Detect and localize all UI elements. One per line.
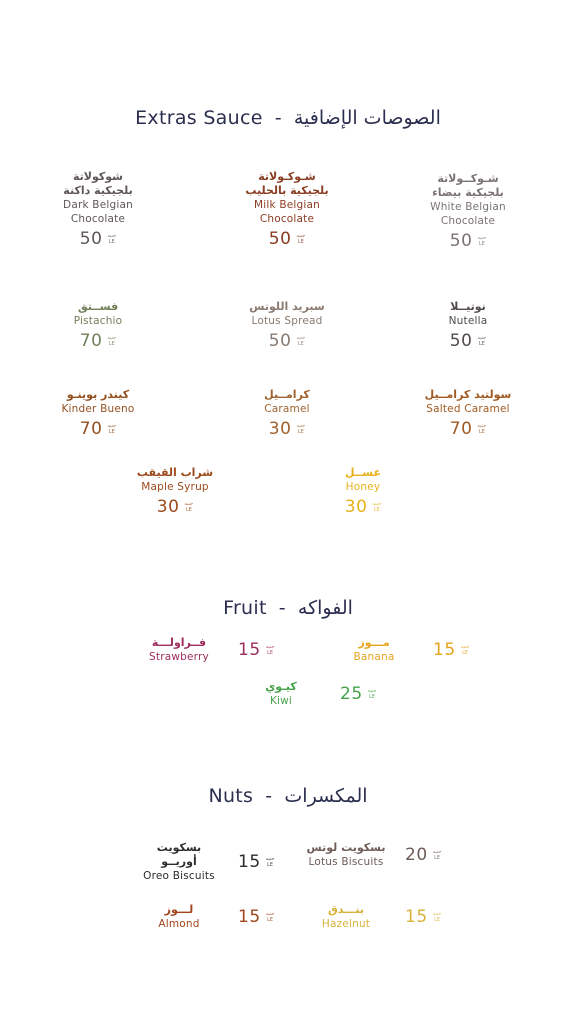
currency-label	[372, 501, 381, 513]
price-row	[393, 419, 543, 439]
item-name-ar: فســتق	[77, 300, 119, 313]
currency-label	[107, 335, 116, 347]
currency-en: LE	[478, 341, 485, 347]
fruit-title-ar: الفواكه	[297, 597, 353, 619]
currency-ar: جنيه	[367, 688, 377, 694]
currency-ar: جنيه	[296, 423, 306, 429]
price-row	[212, 331, 362, 351]
item-name-block	[138, 903, 220, 931]
item-price: 70	[79, 419, 103, 439]
extras-item	[212, 170, 362, 249]
item-name-ar: عســل	[344, 466, 382, 479]
currency-en: LE	[297, 429, 304, 435]
extras-item	[23, 388, 173, 439]
currency-label	[266, 911, 275, 923]
item-name-en: Salted Caramel	[426, 403, 510, 415]
item-name-ar: نوتيــلا	[450, 300, 486, 313]
currency-en: LE	[267, 917, 274, 923]
item-name-en: Caramel	[264, 403, 310, 415]
fruit-item	[333, 636, 469, 664]
currency-en: LE	[478, 429, 485, 435]
price-row	[393, 331, 543, 351]
nuts-heading	[0, 785, 576, 807]
item-name-en: Maple Syrup	[141, 481, 209, 493]
nuts-item	[138, 841, 274, 883]
currency-ar: جنيه	[432, 849, 442, 855]
item-price: 50	[449, 331, 473, 351]
item-name-en: Lotus Biscuits	[308, 856, 384, 868]
item-name-en: Kinder Bueno	[61, 403, 135, 415]
currency-en: LE	[369, 694, 376, 700]
currency-en: LE	[108, 239, 115, 245]
currency-ar: جنيه	[107, 233, 117, 239]
item-name-block	[138, 841, 220, 883]
price-row	[212, 419, 362, 439]
item-price: 20	[405, 845, 428, 865]
extras-item	[100, 466, 250, 517]
heading-dash: -	[274, 107, 282, 129]
extras-sauce-heading	[0, 107, 576, 129]
heading-dash: -	[265, 785, 273, 807]
item-name-en: Oreo Biscuits	[143, 870, 215, 882]
currency-en: LE	[267, 650, 274, 656]
currency-ar: جنيه	[477, 423, 487, 429]
price-row	[393, 231, 543, 251]
item-price: 25	[340, 684, 363, 704]
fruit-item	[138, 636, 274, 664]
item-name-en: Pistachio	[73, 315, 123, 327]
item-name-en: White Belgian Chocolate	[430, 201, 506, 227]
extras-item	[212, 300, 362, 351]
item-name-ar: شراب القيقب	[136, 466, 214, 479]
heading-dash: -	[278, 597, 286, 619]
fruit-heading	[0, 597, 576, 619]
item-name-ar: شـوكـولاتة بلجيكية بالحليب	[245, 170, 329, 197]
item-price: 30	[156, 497, 180, 517]
currency-ar: جنيه	[265, 856, 275, 862]
currency-ar: جنيه	[296, 233, 306, 239]
item-name-block	[305, 841, 387, 869]
item-name-ar: فــراولـــة	[151, 636, 207, 649]
currency-en: LE	[108, 429, 115, 435]
currency-ar: جنيه	[372, 501, 382, 507]
item-price: 50	[268, 229, 292, 249]
extras-item	[288, 466, 438, 517]
item-name-ar: بسكويت لوتس	[306, 841, 386, 854]
item-price: 15	[238, 907, 261, 927]
extras-item	[393, 172, 543, 251]
item-name-ar: سولتيد كرامــيل	[424, 388, 512, 401]
extras-item	[393, 388, 543, 439]
extras-title-ar: الصوصات الإضافية	[293, 107, 441, 129]
currency-label	[266, 856, 275, 868]
item-name-ar: كرامــيل	[264, 388, 310, 401]
item-name-en: Lotus Spread	[251, 315, 323, 327]
currency-label	[296, 335, 305, 347]
price-row	[23, 419, 173, 439]
item-price: 30	[344, 497, 368, 517]
item-name-ar: شوكولاتة بلجيكية داكنة	[63, 170, 133, 197]
currency-ar: جنيه	[477, 335, 487, 341]
currency-label	[107, 233, 116, 245]
item-price: 50	[79, 229, 103, 249]
extras-title-en: Extras Sauce	[135, 107, 263, 129]
price-row	[288, 497, 438, 517]
price-row	[238, 852, 274, 872]
currency-en: LE	[373, 507, 380, 513]
currency-en: LE	[434, 855, 441, 861]
item-price: 70	[449, 419, 473, 439]
item-name-ar: بنـــدق	[327, 903, 365, 916]
price-row	[405, 845, 441, 865]
currency-en: LE	[297, 341, 304, 347]
price-row	[23, 331, 173, 351]
item-name-block	[333, 636, 415, 664]
item-name-en: Dark Belgian Chocolate	[63, 199, 133, 225]
item-name-en: Kiwi	[269, 695, 293, 707]
currency-ar: جنيه	[265, 911, 275, 917]
item-price: 15	[238, 852, 261, 872]
item-name-en: Almond	[158, 918, 200, 930]
item-name-ar: بسكويت أوريــو	[156, 841, 202, 868]
currency-label	[296, 233, 305, 245]
extras-item	[212, 388, 362, 439]
currency-ar: جنيه	[460, 644, 470, 650]
currency-en: LE	[297, 239, 304, 245]
currency-en: LE	[434, 917, 441, 923]
currency-label	[433, 849, 442, 861]
currency-label	[477, 235, 486, 247]
currency-label	[107, 423, 116, 435]
price-row	[238, 640, 274, 660]
price-row	[23, 229, 173, 249]
item-name-block	[305, 903, 387, 931]
extras-item	[393, 300, 543, 351]
currency-label	[477, 335, 486, 347]
currency-label	[266, 644, 275, 656]
price-row	[212, 229, 362, 249]
item-name-en: Hazelnut	[321, 918, 371, 930]
item-name-en: Honey	[345, 481, 381, 493]
nuts-item	[138, 903, 274, 931]
price-row	[238, 907, 274, 927]
currency-en: LE	[108, 341, 115, 347]
nuts-title-en: Nuts	[208, 785, 254, 807]
item-name-ar: كيـوي	[265, 680, 297, 693]
fruit-title-en: Fruit	[223, 597, 267, 619]
item-name-en: Banana	[353, 651, 395, 663]
currency-label	[368, 688, 377, 700]
fruit-item	[240, 680, 376, 708]
item-name-ar: سبريد اللوتس	[249, 300, 325, 313]
extras-item	[23, 300, 173, 351]
currency-en: LE	[267, 862, 274, 868]
extras-item	[23, 170, 173, 249]
currency-label	[477, 423, 486, 435]
item-price: 50	[268, 331, 292, 351]
item-name-ar: شـوكــولاتة بلجيكية بيضاء	[432, 172, 504, 199]
nuts-item	[305, 841, 441, 869]
currency-en: LE	[185, 507, 192, 513]
item-name-ar: لـــوز	[164, 903, 194, 916]
currency-ar: جنيه	[296, 335, 306, 341]
price-row	[340, 684, 376, 704]
nuts-item	[305, 903, 441, 931]
item-name-block	[138, 636, 220, 664]
item-name-en: Milk Belgian Chocolate	[254, 199, 320, 225]
currency-ar: جنيه	[477, 235, 487, 241]
price-row	[100, 497, 250, 517]
currency-ar: جنيه	[265, 644, 275, 650]
item-price: 15	[238, 640, 261, 660]
currency-ar: جنيه	[107, 335, 117, 341]
currency-en: LE	[462, 650, 469, 656]
item-name-ar: مـــوز	[358, 636, 390, 649]
price-row	[405, 907, 441, 927]
item-price: 15	[433, 640, 456, 660]
item-price: 50	[449, 231, 473, 251]
item-name-en: Nutella	[448, 315, 488, 327]
item-price: 70	[79, 331, 103, 351]
item-name-en: Strawberry	[149, 651, 209, 663]
currency-en: LE	[478, 241, 485, 247]
currency-label	[461, 644, 470, 656]
currency-label	[433, 911, 442, 923]
currency-label	[296, 423, 305, 435]
price-row	[433, 640, 469, 660]
item-name-block	[240, 680, 322, 708]
item-price: 15	[405, 907, 428, 927]
nuts-title-ar: المكسرات	[284, 785, 368, 807]
currency-label	[184, 501, 193, 513]
currency-ar: جنيه	[184, 501, 194, 507]
currency-ar: جنيه	[432, 911, 442, 917]
currency-ar: جنيه	[107, 423, 117, 429]
item-name-ar: كيندر بوينـو	[66, 388, 130, 401]
item-price: 30	[268, 419, 292, 439]
